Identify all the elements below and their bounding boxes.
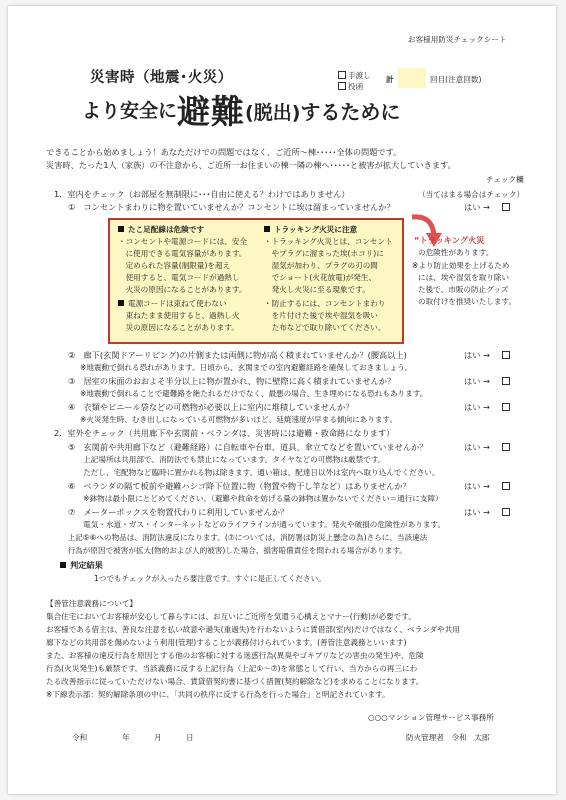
item-3-note: ※地震動で倒れることで避難路を絶たれるだけでなく、最悪の場合、生き埋めになる恐れもあります。: [80, 389, 428, 398]
sheet-label: お客様用防災チェックシート: [408, 35, 507, 44]
page-title: より安全に避難(脱出)するために: [82, 92, 401, 131]
date-era: 令和: [72, 733, 88, 742]
intro-line2: 災害時、たった1人（家族）の不注意から、ご近所一お住まいの棟一隣の棟へ･････と被害が拡大していきます。: [46, 160, 456, 170]
company-name: ○○○マンション管理サービス事務所: [368, 713, 494, 722]
hand-delivery-checkbox[interactable]: [338, 71, 346, 79]
intro-line1: できることから始めましょう！あなただけでの問題ではなく、ご近所～棟･････全体の問題です。: [46, 147, 402, 157]
item-6-checkbox[interactable]: [502, 482, 510, 490]
callout-right-7: た布などで取り除いてください。: [264, 323, 386, 332]
item-7: ⑦ メーターボックスを物置代わりに利用していませんか？: [68, 507, 289, 517]
callout-right-0: ・トラッキング火災とは、コンセント: [264, 237, 393, 246]
count-label: 回目(注意回数): [430, 75, 482, 84]
callout-left-head2-1: 束ねたまま使用すると、過熱し火: [118, 311, 240, 320]
duty-line-6: たる改善指示に従っていただけない場合、賃貸借契約書に基づく措置(契約解除など)を求めることになります。: [46, 677, 424, 686]
duty-heading: 【善管注意義務について】: [46, 599, 137, 608]
checksheet-page: [8, 6, 556, 794]
duty-line-3: 廊下などの共用部を傷めないよう利用(管理)することが義務付けられています。(善管注意義務といいます): [46, 638, 407, 647]
side-note-2: ※より防止効果を上げるため: [412, 261, 510, 270]
judge-heading: 判定結果: [60, 559, 103, 571]
date-month: 月: [154, 733, 162, 742]
item-5-note2: ただし、宅配物など臨時に置かれる物は除きます。通い箱は、配達日以外は室内へ取り込んでください。: [68, 468, 440, 477]
item-4-checkbox[interactable]: [502, 403, 510, 411]
date-day: 日: [186, 733, 194, 742]
item-7-note: 電気・水道・ガス・インターネットなどのライフラインが通っています。発火や破損の危険性があります。: [68, 520, 446, 529]
bullet-square-icon: [264, 226, 270, 232]
side-note-1: の危険性があります。: [418, 248, 494, 257]
item-5-note1: 上記場所は共用部で、消防法でも禁止になっています。タイヤなどの可燃物は厳禁です。: [68, 455, 386, 464]
item-4-mark: はい →: [464, 402, 490, 412]
duty-line-7: ※下線表示部：契約解除条項の中に、「共同の秩序に反する行為を行った場合」と明記されています。: [46, 690, 390, 699]
item-7-checkbox[interactable]: [502, 508, 510, 516]
callout-left-head2: 電源コードは束ねて使わない: [118, 298, 227, 309]
section1-note: （当てはまる場合はチェック）: [418, 190, 525, 199]
callout-left-head1: たこ足配線は危険です: [118, 224, 204, 235]
item-3: ③ 居室の床面のおおよそ半分以上に物が置かれ、物に壁際に高く積まれていませんか？: [68, 376, 396, 386]
bullet-square-icon: [118, 226, 124, 232]
callout-right-4: 発火し火災に至る現象です。: [264, 285, 370, 294]
duty-line-1: 集合住宅においてお客様が安心して暮らすには、お互いにご近所を気遣う心構えとマナー(行動)が必要です。: [46, 612, 416, 621]
item-7-mark: はい →: [464, 507, 490, 517]
item-3-checkbox[interactable]: [502, 377, 510, 385]
section2-heading: 2．室外をチェック（共用廊下や玄関前・ベランダは、災害時には避難・救命路になります）: [54, 428, 395, 438]
side-note-3: には、埃や湿気を取り除い: [418, 273, 510, 282]
section1-heading: 1．室内をチェック（お部屋を無制限に･･･自由に使える？わけではありません）: [54, 189, 350, 199]
option-post[interactable]: 投函: [338, 81, 363, 92]
side-note-5: の取付けを推奨いたします。: [418, 297, 517, 306]
check-column-label: チェック欄: [486, 175, 524, 184]
callout-left-head2-2: 災の原因になることがあります。: [118, 323, 239, 332]
duty-line-2: お客様である借主は、善良な注意を払い故意や過失(重過失)を行わないように賃借部(室内)だけではなく、ベランダや共用: [46, 625, 460, 634]
title-top: 災害時（地震･火災）: [90, 70, 233, 86]
count-input[interactable]: [398, 68, 426, 88]
judge-text: 1つでもチェックが入ったら要注意です。すぐに是正してください。: [94, 574, 326, 583]
callout-left-body1-0: ・コンセントや電源コードには、安全: [118, 237, 248, 246]
tracking-fire-warning: “トラッキング火災: [414, 235, 485, 245]
item-6: ⑥ ベランダの隔て板前や避難ハシゴ降下位置に物（物置や物干し竿など）はありませんか？: [68, 481, 411, 491]
bullet-square-icon: [60, 562, 66, 568]
item-2-checkbox[interactable]: [502, 351, 510, 359]
callout-right-1: やプラグに溜まった埃(ホコリ)に: [264, 249, 384, 258]
fire-manager: 防火管理者 令和 太郎: [406, 733, 490, 742]
callout-left-body1-4: 火災の原因になることがあります。: [118, 285, 247, 294]
item-3-mark: はい →: [464, 376, 490, 386]
item-2-note: ※地震動で倒れる恐れがあります。日頃から、玄関までの室内避難経路を確保しておきましょう。: [80, 363, 413, 372]
law-note-2: 行為が原因で被害が拡大(物的および人的被害)した場合、損害賠償責任を問われる場合があります。: [60, 546, 408, 555]
item-5-checkbox[interactable]: [502, 443, 510, 451]
callout-right-3: でショート(火花放電)が発生、: [264, 273, 377, 282]
total-label: 計: [386, 75, 394, 84]
item-2: ② 廊下(玄関ドアーリビング)の片側または両側に物が高く積まれていませんか？(腰高以上): [68, 350, 407, 360]
callout-left-body1-2: 定められた容量(制限量)を超え: [118, 261, 231, 270]
callout-right-2: 湿気が加わり、プラグの刃の間: [264, 261, 378, 270]
item-4-note: ※火災発生時、むき出しになっている可燃物が多いほど、延焼速度が早まる傾向にあります。: [80, 415, 398, 424]
item-6-mark: はい →: [464, 481, 490, 491]
callout-right-6: を片付けた後で埃や湿気を吸い: [264, 311, 378, 320]
bullet-square-icon: [118, 300, 124, 306]
callout-right-head: トラッキング火災に注意: [264, 224, 357, 235]
date-year: 年: [122, 733, 130, 742]
item-4: ④ 衣類やビニール袋などの可燃物が必要以上に室内に堆積していませんか？: [68, 402, 354, 412]
item-6-note: ※鉢物は最小限にとどめてください。（避難や救命を妨げる量の鉢物は置かないでください＝通行に支障）: [68, 494, 443, 503]
item-5-mark: はい →: [464, 442, 490, 452]
item-2-mark: はい →: [464, 350, 490, 360]
item-1-mark: はい →: [464, 202, 490, 212]
callout-left-body1-1: に使用できる電気容量があります。: [118, 249, 247, 258]
item-1: ① コンセントまわりに物を置いていませんか？コンセントに埃は溜まっていませんか？: [68, 202, 395, 212]
side-note-4: た後で、市販の防止グッズ: [418, 285, 509, 294]
callout-right-5: ・防止するには、コンセントまわり: [264, 299, 386, 308]
item-1-checkbox[interactable]: [502, 203, 510, 211]
law-note-1: 上記⑤⑥への物品は、消防法違反になります。(⑦については、消防署は防災上懸念の為)さらに、当該違法: [60, 533, 428, 542]
duty-line-5: 行為(火災発生)も厳禁です。当該義務に反する上記行為（上記①～⑦)を常態として行い、当方からの再三にわ: [46, 664, 418, 673]
duty-line-4: また、お客様の違反行為を原因とする他のお客様に対する迷惑行為(異臭やゴキブリなどの害虫の発生)や、危険: [46, 651, 424, 660]
option-hand-delivery[interactable]: 手渡し: [338, 70, 371, 81]
item-5: ⑤ 玄関前や共用廊下など（避難経路）に自転車や台車、道具、傘立てなどを置いていませんか？: [68, 442, 428, 452]
callout-left-body1-3: 使用すると、電気コードが過熱し: [118, 273, 240, 282]
